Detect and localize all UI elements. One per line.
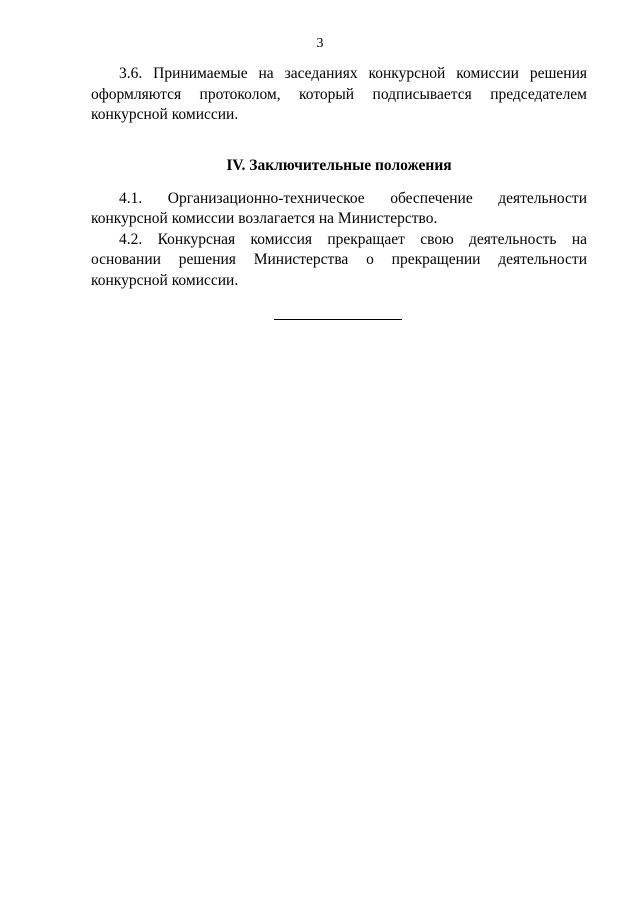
paragraph-3-6: 3.6. Принимаемые на заседаниях конкурсной комиссии решения оформляются протоколом, который подписывается председателем конкурсной комиссии.: [91, 65, 587, 123]
end-rule-divider: [274, 319, 402, 320]
document-body: [91, 64, 587, 291]
section-heading: IV. Заключительные положения: [226, 156, 452, 174]
paragraph-4-2: 4.2. Конкурсная комиссия прекращает свою деятельность на основании решения Министерства о прекращении деятельности конкурсной комиссии.: [91, 230, 587, 289]
paragraph-4-1: 4.1. Организационно-техническое обеспечение деятельности конкурсной комиссии возлагается на Министерство.: [91, 189, 587, 227]
page-number: 3: [316, 36, 324, 51]
